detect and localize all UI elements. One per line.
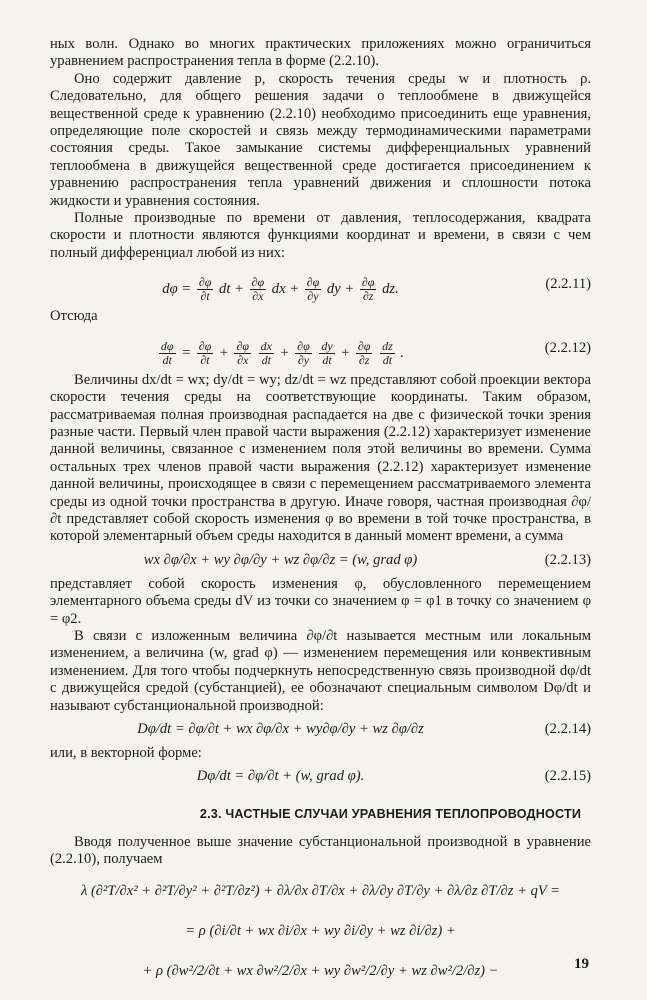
- big-equation-line-2: = ρ (∂i/∂t + wx ∂i/∂x + wy ∂i/∂y + wz ∂i/∂z) +: [185, 922, 456, 939]
- equation-number-2-2-13: (2.2.13): [544, 551, 591, 568]
- equation-2-2-13-body: wx ∂φ/∂x + wy ∂φ/∂y + wz ∂φ/∂z = (w, grad φ): [143, 551, 418, 568]
- paragraph-4: Величины dx/dt = wx; dy/dt = wy; dz/dt = wz представляют собой проекции вектора скорости течения среды на соответствующие координаты. Таким образом, рассматриваемая полная производная распадается на две с физической точки зрения разные части. Первый член правой части выражения (2.2.12) характеризует изменение данной величины, связанное с изменением поля этой величины во времени. Сумма остальных трех членов правой части выражения (2.2.12) характеризует изменение данной величины, происходящее в связи с перемещением рассматриваемого элемента среды из одной точки пространства в другую. Иначе говоря, частная производная ∂φ/∂t представляет собой скорость изменения φ во времени в той точке пространства, в которой элементарный объем среды находится в данный момент времени, а сумма: [50, 371, 591, 545]
- equation-2-2-11-lhs: dφ =: [162, 281, 192, 298]
- paragraph-2: Оно содержит давление p, скорость течения среды w и плотность ρ. Следовательно, для общего решения задачи о теплообмене в движущейся вещественной среде к уравнению (2.2.10) необходимо присоединить еще уравнения, определяющие поле скоростей и связь между термодинамическими параметрами состояния среды. Такое замыкание системы дифференциальных уравнений теплообмена в движущейся вещественной среде достигается присоединением к уравнению распространения тепла уравнений движения и сплошности потока жидкости и уравнения состояния.: [50, 70, 591, 209]
- equation-2-2-15-body: Dφ/dt = ∂φ/∂t + (w, grad φ).: [196, 768, 365, 785]
- equation-number-2-2-15: (2.2.15): [544, 768, 591, 785]
- equation-2-2-11-tail: dz.: [382, 281, 399, 298]
- big-equation-line-1: λ (∂²T/∂x² + ∂²T/∂y² + ∂²T/∂z²) + ∂λ/∂x ∂T/∂x + ∂λ/∂y ∂T/∂y + ∂λ/∂z ∂T/∂z + qV =: [80, 882, 561, 899]
- otsyuda-text: Отсюда: [50, 308, 98, 325]
- paragraph-1: ных волн. Однако во многих практических приложениях можно ограничиться уравнением распространения тепла в форме (2.2.10).: [50, 36, 591, 70]
- equation-number-2-2-14: (2.2.14): [544, 721, 591, 737]
- paragraph-3: Полные производные по времени от давления, теплосодержания, квадрата скорости и плотности являются функциями координат и времени, в связи с чем полный дифференциал любой из них:: [50, 210, 591, 261]
- section-heading: 2.3. ЧАСТНЫЕ СЛУЧАИ УРАВНЕНИЯ ТЕПЛОПРОВОДНОСТИ: [199, 807, 582, 822]
- equation-number-2-2-12: (2.2.12): [544, 339, 591, 356]
- paragraph-7: Вводя полученное выше значение субстанциональной производной в уравнение (2.2.10), получаем: [50, 833, 591, 868]
- equation-number-2-2-11: (2.2.11): [545, 276, 591, 293]
- equation-2-2-14-body: Dφ/dt = ∂φ/∂t + wx ∂φ/∂x + wy∂φ/∂y + wz ∂φ/∂z: [137, 721, 424, 737]
- big-equation-line-3: + ρ (∂w²/2/∂t + wx ∂w²/2/∂x + wy ∂w²/2/∂y + wz ∂w²/2/∂z) −: [142, 962, 499, 979]
- paragraph-5: представляет собой скорость изменения φ, обусловленного перемещением элементарного объема среды dV из точки со значением φ = φ1 в точку со значением φ = φ2.: [50, 575, 591, 627]
- equation-2-2-15: [50, 766, 591, 788]
- equation-2-2-14: [50, 719, 591, 741]
- paragraph-6: В связи с изложенным величина ∂φ/∂t называется местным или локальным изменением, а величина (w, grad φ) — изменением перемещения или конвективным изменением. Для того чтобы подчеркнуть непосредственную связь производной dφ/dt с движущейся средой (субстанцией), ее обозначают специальным символом Dφ/dt и называют субстанциональной производной:: [50, 627, 591, 714]
- equation-2-2-13: [50, 550, 591, 572]
- vector-form-text: или, в векторной форме:: [50, 745, 202, 761]
- equation-2-2-12: $\frac{d\varphi}{dt}$ = $\frac{\partial\varphi}{\partial t}$ + $\frac{\partial\varphi}{\partial x}$ $\frac{dx}{dt}$ + $\frac{\partial\varphi}{\partial y}$ $\frac{dy}{dt}$ + $\frac{\partial\varphi}{\partial z}$ $\frac{dz}{dt}$ . (2.2.12): [160, 338, 591, 367]
- equation-2-2-11: dφ = $\frac{\partial\varphi}{\partial t}$ dt + $\frac{\partial\varphi}{\partial x}$ dx + $\frac{\partial\varphi}{\partial y}$ dy + $\frac{\partial\varphi}{\partial z}$ dz. (2.2.11): [162, 275, 591, 304]
- page-number: 19: [574, 956, 589, 972]
